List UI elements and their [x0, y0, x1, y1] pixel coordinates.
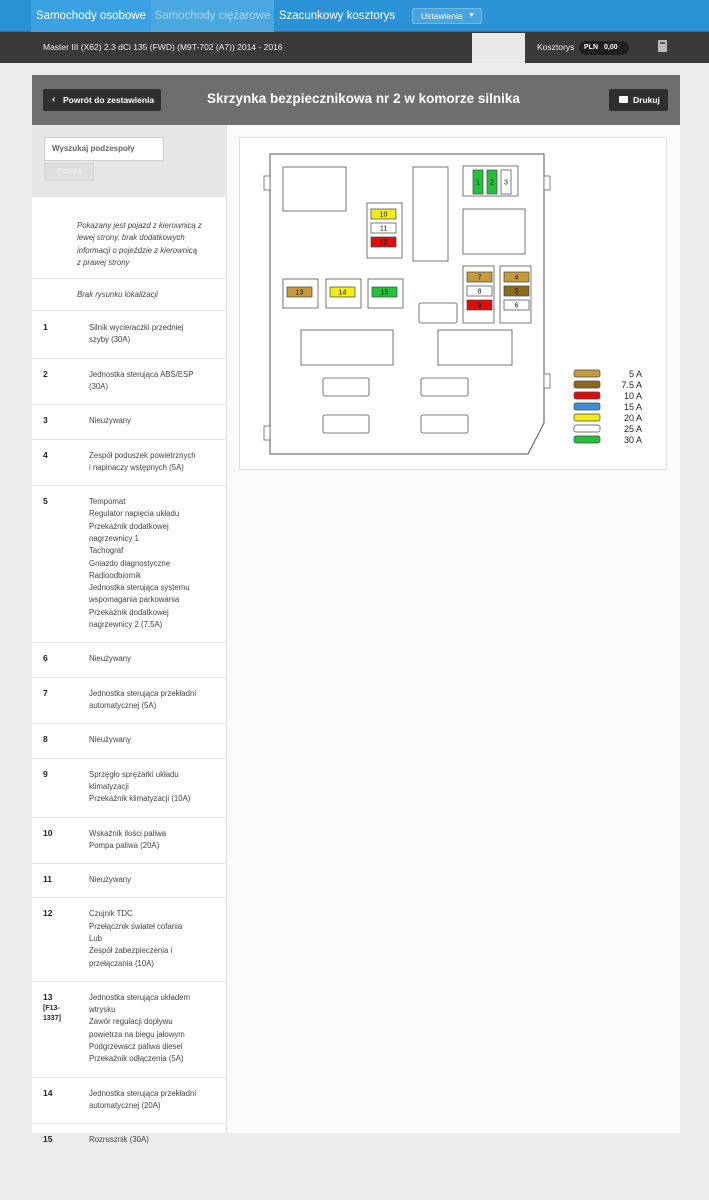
print-button[interactable] — [609, 89, 668, 111]
print-label: Drukuj — [633, 95, 660, 105]
fuse-label: 5 — [514, 288, 519, 296]
fuse-box-diagram — [239, 137, 667, 470]
fuse-description-line: Nieużywany — [89, 875, 132, 885]
fuse-description-line: Sprzęgło sprężarki układu — [89, 769, 179, 779]
fuse-description — [89, 322, 183, 347]
mount-tab — [264, 176, 270, 190]
tab-trucks[interactable]: Samochody ciężarowe — [151, 0, 274, 32]
fuse-number: 13 — [43, 991, 53, 1002]
fuse-number: 2 — [43, 368, 48, 379]
fuse-description-line: Jednostka sterująca przekładni — [89, 1088, 197, 1098]
row-divider — [32, 1123, 227, 1124]
legend-label: 5 A — [628, 369, 642, 379]
tab-cost-estimate[interactable]: Szacunkowy kosztorys — [278, 10, 396, 22]
fuse-description-line: wtrysku — [89, 1005, 116, 1015]
row-divider — [32, 485, 227, 486]
fuse-description-line: Tachograf — [89, 546, 124, 556]
fuse-description-line: Przekaźnik odłączenia (5A) — [89, 1054, 184, 1064]
vehicle-image-placeholder — [472, 33, 525, 63]
fuse-description — [89, 653, 131, 665]
fuse-description — [89, 874, 131, 886]
legend-label: 20 A — [623, 413, 642, 423]
fuse-description-line: nagrzewnicy 1 — [89, 533, 139, 543]
fuse-description-line: Jednostka sterująca przekładni — [89, 688, 197, 698]
fuse-description — [89, 415, 131, 427]
fuse-description-line: Nieużywany — [89, 735, 132, 745]
fuse-description-line: Regulator napięcia układu — [89, 509, 180, 519]
fuse-description-line: Zespół poduszek powietrznych — [89, 450, 196, 460]
fuse-description-line: automatycznej (5A) — [89, 700, 157, 710]
fuse-label: 2 — [490, 179, 494, 187]
fuse-description-line: nagrzewnicy 2 (7,5A) — [89, 620, 163, 630]
fuse-label: 3 — [504, 179, 508, 187]
row-divider — [32, 1077, 227, 1078]
legend-label: 7.5 A — [621, 380, 642, 390]
fuse-description-line: Przekaźnik klimatyzacji (10A) — [89, 794, 191, 804]
fuse-number: 4 — [43, 449, 48, 460]
mount-tab — [544, 176, 550, 190]
fuse-description — [89, 908, 182, 969]
fuse-description-line: i napinaczy wstępnych (5A) — [89, 462, 184, 472]
fuse-description — [89, 1088, 196, 1113]
fuse-description-line: Gniazdo diagnostyczne — [89, 558, 171, 568]
row-divider — [32, 758, 227, 759]
fuse-number: 6 — [43, 653, 48, 664]
fuse-label: 14 — [338, 289, 347, 297]
fuse-description-line: automatycznej (20A) — [89, 1100, 161, 1110]
fuse-description — [89, 496, 190, 631]
info-line: Pokazany jest pojazd z kierownicą z — [77, 221, 202, 230]
vehicle-name: Master III (X62) 2.3 dCi 135 (FWD) (M9T-702 (A7)) 2014 - 2016 — [43, 42, 283, 52]
connector-socket — [419, 303, 457, 323]
fuse-description — [89, 688, 196, 713]
fuse-description-line: Jednostka sterująca ABS/ESP — [89, 369, 194, 379]
fuse-box-svg — [240, 138, 668, 471]
fuse-label: 1 — [476, 179, 480, 187]
chevron-left-icon: ‹ — [52, 94, 56, 105]
fuse-label: 9 — [477, 302, 482, 310]
legend-swatch — [574, 381, 600, 388]
row-divider — [32, 358, 227, 359]
fuse-label: 8 — [477, 288, 482, 296]
relay-socket — [413, 167, 448, 261]
fuse-description — [89, 828, 166, 853]
legend-label: 25 A — [623, 424, 642, 434]
legend-swatch — [574, 414, 600, 421]
legend-swatch — [574, 425, 600, 432]
fuse-description-line: Przełącznik świateł cofania — [89, 921, 183, 931]
fuse-description-line: Przekaźnik dodatkowej — [89, 521, 169, 531]
fuse-description-line: klimatyzacji — [89, 781, 129, 791]
fuse-number: 10 — [43, 827, 53, 838]
chevron-down-icon: ▼ — [468, 12, 475, 19]
fuse-number: 14 — [43, 1087, 53, 1098]
fuse-description — [89, 450, 196, 475]
search-area — [32, 125, 227, 197]
cost-badge[interactable] — [579, 41, 629, 55]
connector-socket — [323, 415, 369, 433]
fuse-number: 5 — [43, 496, 48, 507]
cost-label[interactable]: Kosztorys — [537, 42, 575, 52]
fuse-number: 9 — [43, 768, 48, 779]
row-divider — [32, 981, 227, 982]
fuse-label: 7 — [477, 274, 482, 282]
fuse-description-line: Pompa paliwa (20A) — [89, 840, 160, 850]
fuse-description-line: Jednostka sterująca systemu — [89, 583, 190, 593]
fuse-description-line: wspomagania parkowania — [89, 595, 180, 605]
row-divider — [32, 439, 227, 440]
fuse-description-line: Nieużywany — [89, 416, 132, 426]
vehicle-bar — [0, 32, 709, 63]
row-divider — [32, 897, 227, 898]
fuse-label: 4 — [514, 274, 519, 282]
row-divider — [32, 677, 227, 678]
legend-label: 10 A — [623, 391, 642, 401]
fuse-description-line: przełączania (10A) — [89, 958, 155, 968]
divider — [32, 310, 227, 311]
info-line: lewej strony, brak dodatkowych — [77, 233, 185, 243]
row-divider — [32, 863, 227, 864]
tab-passenger-cars[interactable]: Samochody osobowe — [31, 0, 151, 32]
settings-label: Ustawienia — [421, 11, 463, 21]
legend-swatch — [574, 370, 600, 377]
fuse-description — [89, 369, 193, 394]
fuse-label: 15 — [380, 289, 389, 297]
legend-swatch — [574, 392, 600, 399]
fuse-number: 1 — [43, 322, 48, 332]
row-divider — [32, 723, 227, 724]
fuse-label: 11 — [379, 225, 388, 233]
reset-button[interactable]: Zresetuj — [44, 163, 94, 181]
fuse-description-line: Zespół zabezpieczenia i — [89, 946, 173, 956]
fuse-description-line: Jednostka sterująca układem — [89, 992, 190, 1002]
divider — [32, 278, 227, 279]
fuse-label: 6 — [514, 302, 519, 310]
fuse-description — [89, 769, 190, 806]
fuse-description-line: Lub — [89, 933, 103, 943]
fuse-number: 12 — [43, 908, 53, 919]
row-divider — [32, 404, 227, 405]
fuse-description-line: powietrza na biegu jałowym — [89, 1029, 185, 1039]
fuse-legend — [574, 369, 642, 445]
fuse-description — [89, 734, 131, 746]
connector-socket — [421, 378, 468, 396]
mount-tab — [544, 374, 550, 388]
relay-socket — [301, 330, 393, 365]
fuse-description-line: Rozrusznik (30A) — [89, 1135, 149, 1145]
fuse-description-line: Podgrzewacz paliwa diesel — [89, 1042, 183, 1052]
back-button[interactable] — [43, 89, 161, 111]
fuse-code — [43, 1004, 61, 1024]
info-line: informacji o pojeździe z kierownicą — [77, 245, 198, 255]
fuse-description — [89, 1134, 149, 1146]
fuse-description-line: Nieużywany — [89, 654, 132, 664]
fuse-description-line: Przekaźnik dodatkowej — [89, 607, 169, 617]
fuse-description-line: Tempomat — [89, 497, 126, 507]
fuse-description-line: Zawór regulacji dopływu — [89, 1017, 173, 1027]
fuse-description-line: (30A) — [89, 381, 109, 391]
mount-tab — [264, 426, 270, 440]
legend-label: 15 A — [623, 402, 642, 412]
fuse-description-line: szyby (30A) — [89, 335, 131, 345]
fuse-number: 8 — [43, 734, 48, 745]
legend-swatch — [574, 403, 600, 410]
info-text — [77, 220, 202, 269]
fuse-description-line: Radioodbiornik — [89, 570, 142, 580]
connector-socket — [323, 378, 369, 396]
calculator-icon[interactable] — [658, 40, 667, 52]
info-line: z prawej strony — [77, 257, 130, 267]
relay-socket — [463, 209, 525, 254]
row-divider — [32, 817, 227, 818]
printer-icon — [619, 96, 628, 103]
fuse-description-line: Wskaźnik ilości paliwa — [89, 828, 167, 838]
legend-swatch — [574, 436, 600, 443]
legend-label: 30 A — [623, 435, 642, 445]
back-label: Powrót do zestawienia — [63, 95, 155, 105]
fuse-description-line: Czujnik TDC — [89, 909, 133, 919]
top-navigation — [0, 0, 709, 32]
cost-value: 0,00 — [604, 44, 618, 51]
search-input[interactable]: Wyszukaj podzespoły — [44, 137, 164, 161]
fuse-number: 15 — [43, 1134, 53, 1145]
fuse-label: 10 — [379, 211, 388, 219]
fuse-description — [89, 992, 190, 1066]
fuse-code-line: 1337] — [43, 1014, 61, 1022]
fuse-label: 12 — [379, 239, 388, 247]
connector-socket — [421, 415, 468, 433]
fuse-number: 7 — [43, 687, 48, 698]
fuse-number: 11 — [43, 874, 52, 885]
fuse-code-line: [F13- — [43, 1004, 60, 1012]
settings-dropdown[interactable] — [412, 8, 482, 24]
relay-socket — [438, 330, 512, 365]
no-drawing-text: Brak rysunku lokalizacji — [77, 290, 159, 299]
cost-currency: PLN — [584, 44, 598, 51]
fuse-description-line: Silnik wycieraczki przedniej — [89, 323, 184, 332]
fuse-label: 13 — [295, 289, 304, 297]
fuse-number: 3 — [43, 415, 48, 426]
row-divider — [32, 642, 227, 643]
page-title: Skrzynka bezpiecznikowa nr 2 w komorze silnika — [207, 91, 520, 106]
relay-socket — [283, 167, 346, 211]
